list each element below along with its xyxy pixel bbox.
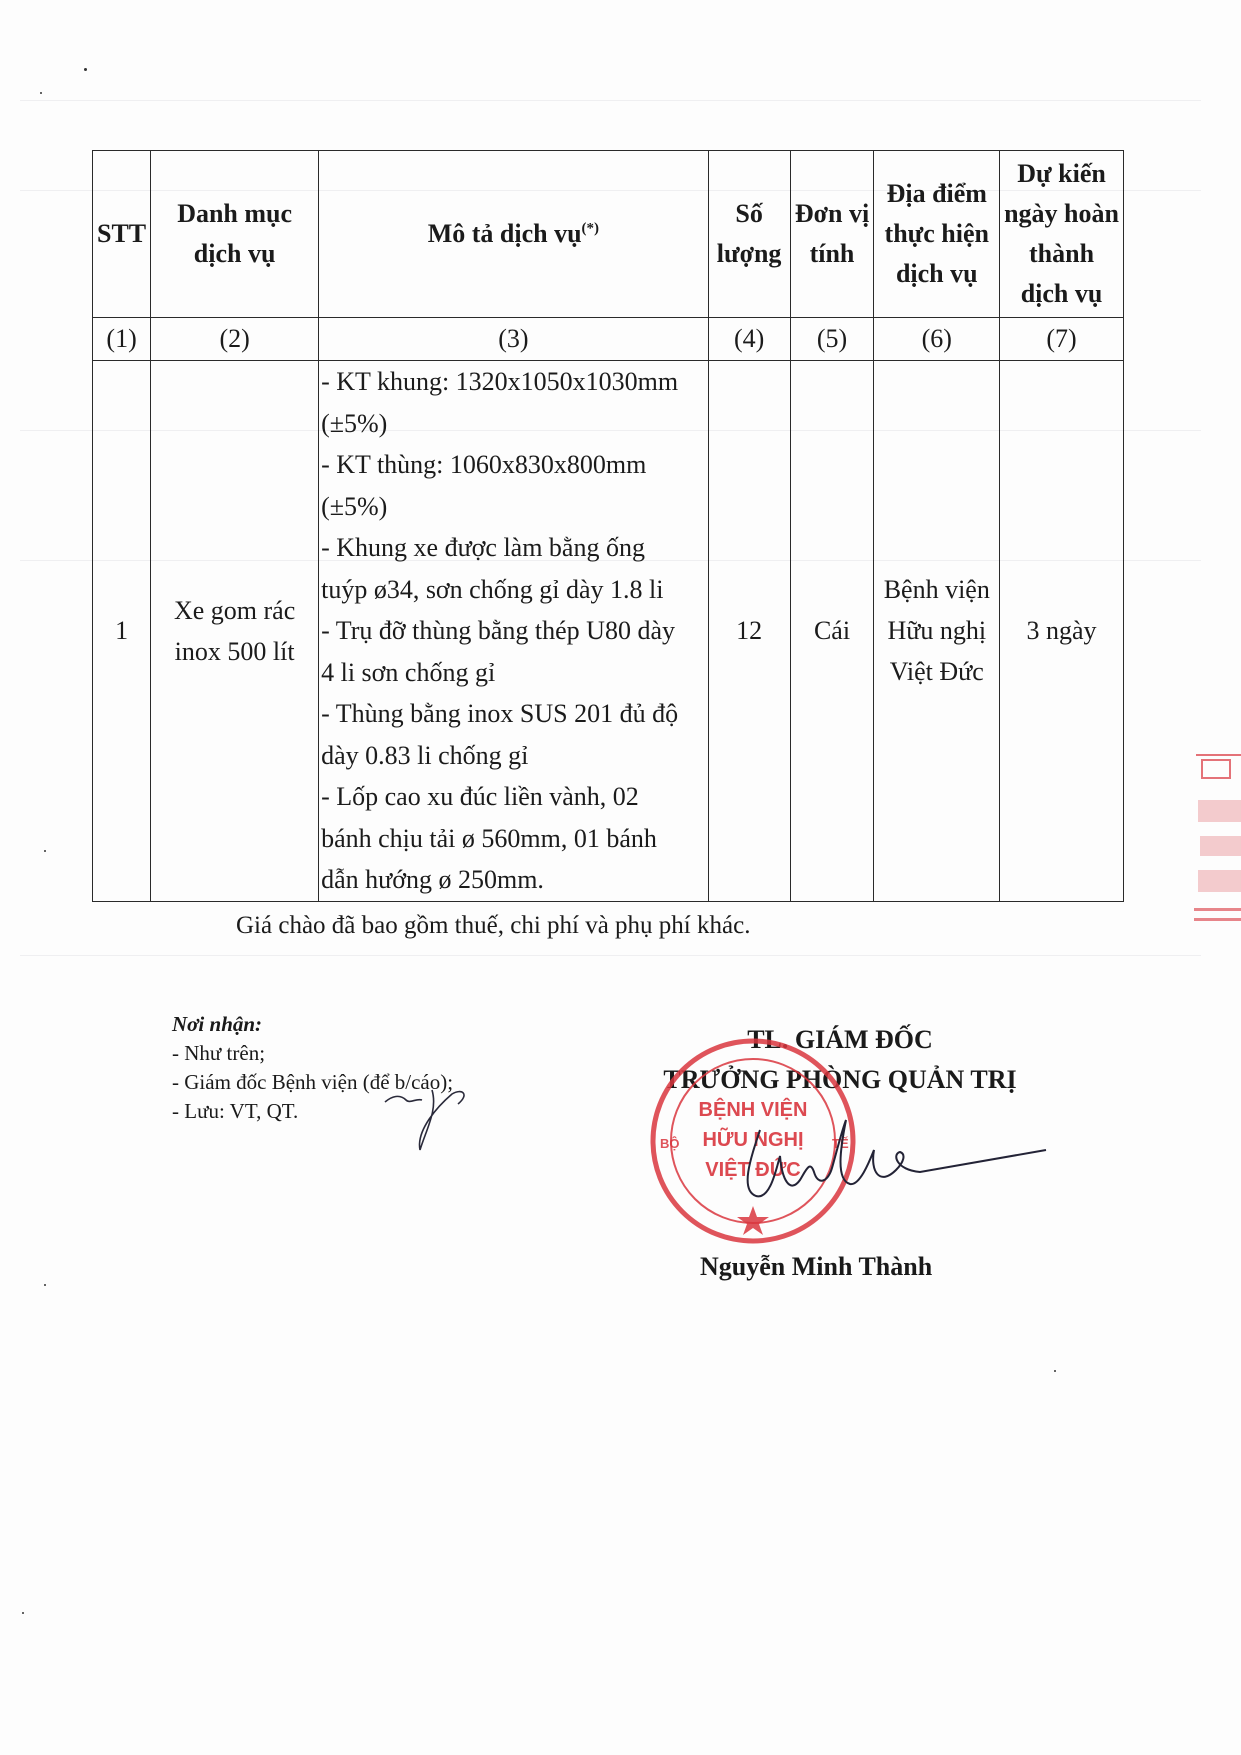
header-completion-line1: Dự kiến bbox=[1017, 159, 1106, 188]
column-number: (2) bbox=[151, 318, 319, 361]
row-location-line2: Hữu nghị bbox=[887, 616, 987, 646]
scan-speck bbox=[44, 850, 46, 852]
header-location-line3: dịch vụ bbox=[895, 259, 978, 288]
column-number: (3) bbox=[319, 318, 709, 361]
signer-name: Nguyễn Minh Thành bbox=[700, 1252, 933, 1281]
row-unit: Cái bbox=[790, 361, 874, 902]
header-location-line2: thực hiện bbox=[884, 219, 989, 248]
description-line: tuýp ø34, sơn chống gỉ dày 1.8 li bbox=[321, 574, 664, 604]
signature-title-line1: TL. GIÁM ĐỐC bbox=[747, 1025, 933, 1054]
scan-speck bbox=[40, 92, 42, 94]
row-category-line2: inox 500 lít bbox=[174, 636, 295, 666]
table-row bbox=[93, 361, 1124, 902]
seal-text-line2: HỮU NGHỊ bbox=[702, 1129, 804, 1151]
header-description bbox=[319, 151, 709, 318]
row-location-line1: Bệnh viện bbox=[883, 575, 990, 605]
row-completion: 3 ngày bbox=[1000, 361, 1124, 902]
table-header-row bbox=[93, 151, 1124, 318]
header-quantity bbox=[708, 151, 790, 318]
header-completion-line3: thành bbox=[1029, 239, 1095, 268]
price-note: Giá chào đã bao gồm thuế, chi phí và phụ phí khác. bbox=[236, 912, 751, 939]
description-line: - Thùng bằng inox SUS 201 đủ độ bbox=[321, 699, 679, 728]
column-number: (5) bbox=[790, 318, 874, 361]
header-category-line2: dịch vụ bbox=[193, 239, 276, 268]
row-location bbox=[874, 361, 1000, 902]
description-line: - KT thùng: 1060x830x800mm bbox=[321, 450, 647, 479]
scan-speck bbox=[22, 1612, 24, 1614]
seal-text-left: BỘ bbox=[660, 1136, 680, 1151]
row-stt: 1 bbox=[93, 361, 151, 902]
description-line: - Lốp cao xu đúc liền vành, 02 bbox=[321, 782, 639, 811]
description-line: (±5%) bbox=[321, 408, 388, 438]
handwritten-initials bbox=[380, 1080, 500, 1160]
header-completion-line4: dịch vụ bbox=[1020, 279, 1103, 308]
header-location bbox=[874, 151, 1000, 318]
row-category bbox=[151, 361, 319, 902]
header-completion-line2: ngày hoàn bbox=[1004, 199, 1119, 228]
handwritten-signature bbox=[720, 1110, 1060, 1220]
scan-speck bbox=[84, 68, 87, 71]
description-line: 4 li sơn chống gỉ bbox=[321, 657, 496, 687]
signature-title-line2: TRƯỞNG PHÒNG QUẢN TRỊ bbox=[663, 1065, 1017, 1094]
header-stt-label: STT bbox=[97, 219, 147, 248]
row-location-line3: Việt Đức bbox=[889, 657, 984, 687]
scan-speck bbox=[44, 1284, 46, 1286]
header-completion bbox=[1000, 151, 1124, 318]
recipient-item: - Lưu: VT, QT. bbox=[172, 1099, 299, 1123]
header-unit-line2: tính bbox=[809, 239, 855, 268]
services-table bbox=[92, 150, 1124, 902]
scan-speck bbox=[1054, 1370, 1056, 1372]
header-location-line1: Địa điểm bbox=[886, 179, 987, 208]
header-quantity-line2: lượng bbox=[716, 239, 782, 268]
header-description-footnote: (*) bbox=[581, 220, 600, 237]
recipients-title: Nơi nhận: bbox=[172, 1012, 263, 1036]
seal-text-line3: VIỆT ĐỨC bbox=[705, 1159, 801, 1181]
recipient-item: - Như trên; bbox=[172, 1041, 266, 1065]
description-line: dẫn hướng ø 250mm. bbox=[321, 865, 544, 894]
description-line: - Khung xe được làm bằng ống bbox=[321, 533, 645, 562]
header-stt bbox=[93, 151, 151, 318]
recipient-item: - Giám đốc Bệnh viện (để b/cáo); bbox=[172, 1070, 454, 1094]
row-category-line1: Xe gom rác bbox=[173, 595, 296, 625]
header-category bbox=[151, 151, 319, 318]
column-number: (1) bbox=[93, 318, 151, 361]
edge-seal-fragment bbox=[1188, 744, 1241, 964]
header-category-line1: Danh mục bbox=[177, 199, 293, 228]
seal-text-line1: BỆNH VIỆN bbox=[698, 1099, 808, 1121]
scan-artifact bbox=[20, 100, 1201, 101]
header-unit-line1: Đơn vị bbox=[794, 199, 870, 228]
column-number: (4) bbox=[708, 318, 790, 361]
scan-artifact bbox=[20, 955, 1201, 956]
header-quantity-line1: Số bbox=[735, 199, 763, 228]
seal-text-right: TẾ bbox=[832, 1136, 849, 1151]
row-quantity: 12 bbox=[708, 361, 790, 902]
column-number-row bbox=[93, 318, 1124, 361]
row-description bbox=[319, 361, 709, 902]
header-description-label: Mô tả dịch vụ bbox=[427, 219, 582, 248]
description-line: - KT khung: 1320x1050x1030mm bbox=[321, 367, 679, 396]
column-number: (6) bbox=[874, 318, 1000, 361]
description-line: (±5%) bbox=[321, 491, 388, 521]
header-unit bbox=[790, 151, 874, 318]
column-number: (7) bbox=[1000, 318, 1124, 361]
description-line: bánh chịu tải ø 560mm, 01 bánh bbox=[321, 823, 657, 853]
description-line: dày 0.83 li chống gỉ bbox=[321, 740, 529, 770]
description-line: - Trụ đỡ thùng bằng thép U80 dày bbox=[321, 616, 676, 645]
